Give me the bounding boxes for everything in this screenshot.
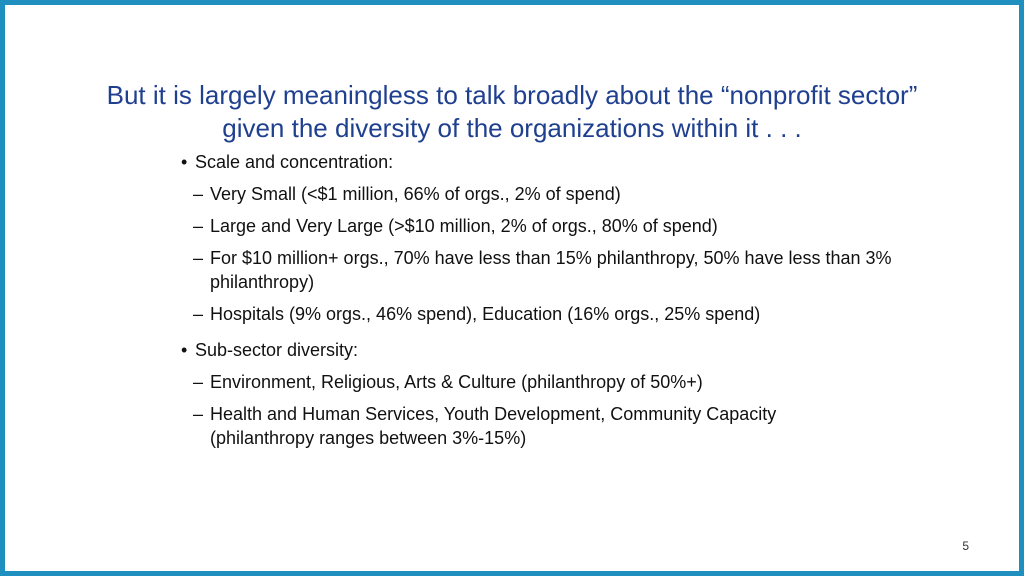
sub-bullet-text: Environment, Religious, Arts & Culture (philanthropy of 50%+) — [210, 372, 703, 392]
sub-bullet-dash: – — [193, 184, 204, 204]
sub-bullet-ten-million — [179, 246, 900, 294]
sub-bullet-large — [179, 214, 939, 238]
bullet-list — [179, 150, 939, 450]
sub-bullet-very-small — [179, 182, 939, 206]
sub-bullet-dash: – — [193, 216, 204, 236]
sub-bullet-text: Very Small (<$1 million, 66% of orgs., 2% of spend) — [210, 184, 621, 204]
sub-bullet-dash: – — [193, 304, 204, 324]
sub-bullet-text: Hospitals (9% orgs., 46% spend), Education (16% orgs., 25% spend) — [210, 304, 761, 324]
sub-bullet-text: For $10 million+ orgs., 70% have less than 15% philanthropy, 50% have less than 3% philanthropy) — [210, 248, 892, 292]
slide-title-line-1: But it is largely meaningless to talk broadly about the “nonprofit sector” — [106, 80, 918, 110]
sub-bullet-text: Large and Very Large (>$10 million, 2% of orgs., 80% of spend) — [210, 216, 718, 236]
sub-bullet-dash: – — [193, 248, 204, 268]
slide-title-line-2: given the diversity of the organizations within it . . . — [222, 113, 802, 143]
bullet-scale-concentration — [179, 150, 939, 174]
sub-bullet-environment — [179, 370, 939, 394]
page-number: 5 — [962, 539, 969, 553]
slide-title — [25, 79, 999, 145]
sub-bullet-dash: – — [193, 404, 204, 424]
sub-bullet-hospitals — [179, 302, 939, 326]
bullet-label: Scale and concentration: — [195, 152, 394, 172]
sub-bullet-text: Health and Human Services, Youth Development, Community Capacity (philanthropy ranges between 3%-15%) — [210, 404, 777, 448]
sub-bullet-health — [179, 402, 810, 450]
bullet-dot: • — [181, 152, 188, 172]
bullet-dot: • — [181, 340, 188, 360]
bullet-label: Sub-sector diversity: — [195, 340, 359, 360]
sub-bullet-dash: – — [193, 372, 204, 392]
bullet-sub-sector-diversity — [179, 338, 939, 362]
